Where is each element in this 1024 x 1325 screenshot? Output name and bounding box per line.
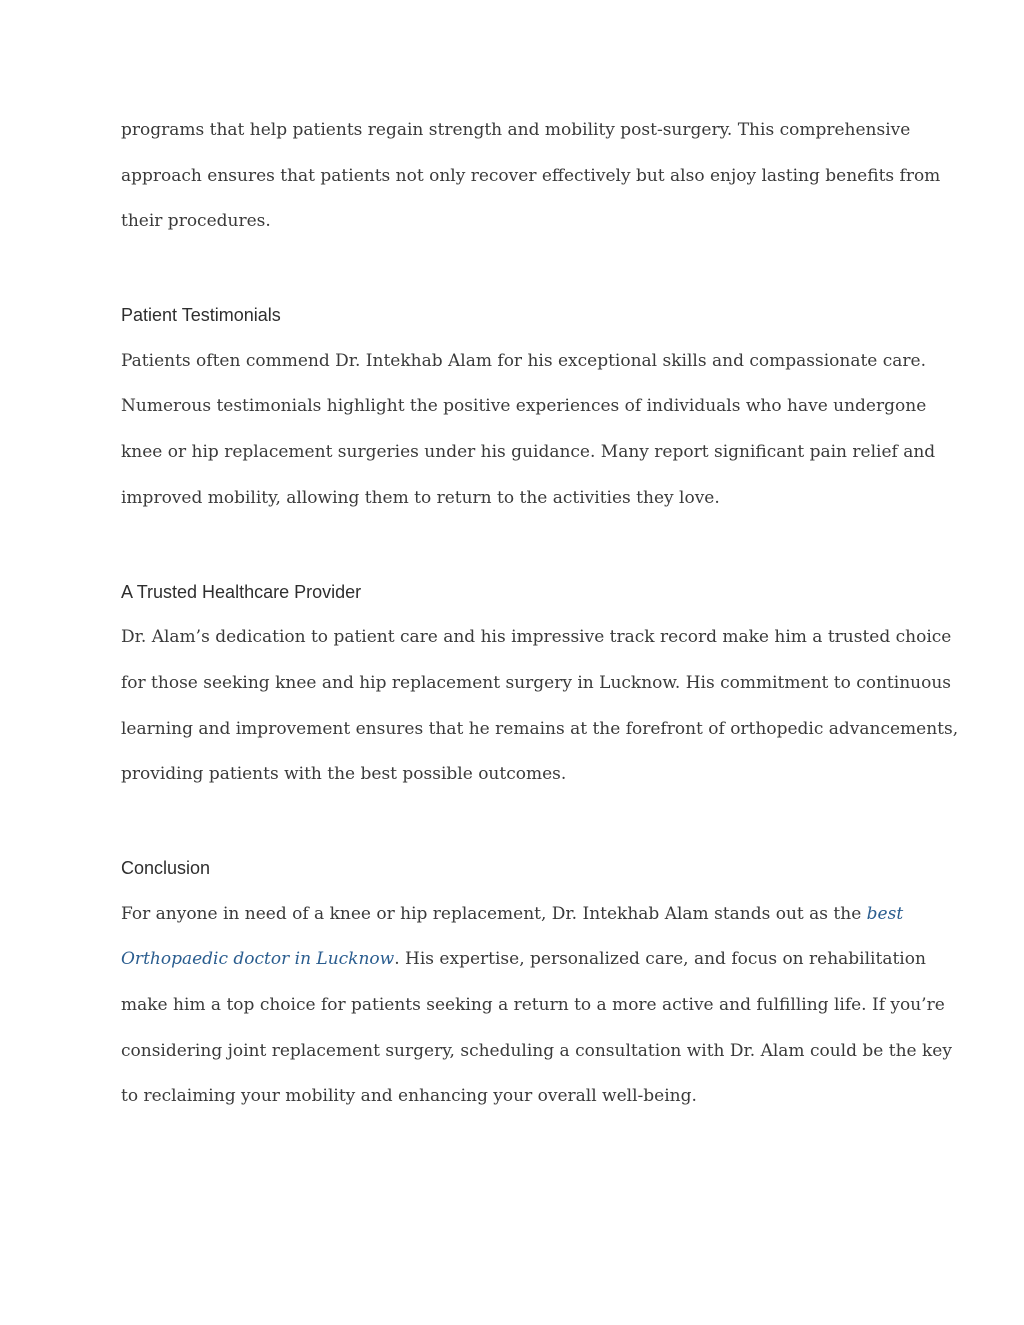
paragraph-line: programs that help patients regain strength and mobility post-surgery. This comprehensive	[121, 120, 911, 140]
paragraph-line: their procedures.	[121, 211, 271, 232]
testimonials-heading: Patient Testimonials	[121, 305, 281, 326]
paragraph-line: approach ensures that patients not only recover effectively but also enjoy lasting benefits from	[121, 165, 941, 186]
conclusion-text: For anyone in need of a knee or hip replacement, Dr. Intekhab Alam stands out as the	[121, 903, 867, 924]
document-page	[121, 108, 959, 1120]
paragraph-line: to reclaiming your mobility and enhancing your overall well-being.	[121, 1086, 697, 1107]
best-orthopaedic-doctor-link[interactable]: best	[866, 903, 904, 924]
conclusion-text: . His expertise, personalized care, and focus on rehabilitation	[394, 949, 926, 970]
paragraph-line: considering joint replacement surgery, scheduling a consultation with Dr. Alam could be the key	[121, 1040, 952, 1061]
conclusion-heading: Conclusion	[121, 857, 211, 878]
paragraph-line: Patients often commend Dr. Intekhab Alam for his exceptional skills and compassionate care.	[121, 350, 926, 371]
paragraph-line: learning and improvement ensures that he remains at the forefront of orthopedic advancements,	[121, 718, 959, 739]
testimonials-paragraph	[121, 339, 936, 522]
paragraph-line: make him a top choice for patients seeking a return to a more active and fulfilling life. If you’re	[121, 995, 945, 1015]
best-orthopaedic-doctor-link[interactable]: Orthopaedic doctor in Lucknow	[121, 949, 395, 970]
paragraph-line	[121, 937, 926, 983]
intro-paragraph	[121, 108, 941, 245]
paragraph-line: knee or hip replacement surgeries under his guidance. Many report significant pain relief and	[121, 442, 936, 463]
paragraph-line: Numerous testimonials highlight the positive experiences of individuals who have undergone	[121, 396, 927, 417]
trusted-provider-heading: A Trusted Healthcare Provider	[121, 581, 362, 602]
trusted-provider-paragraph	[121, 615, 959, 798]
conclusion-paragraph	[121, 892, 952, 1120]
paragraph-line: improved mobility, allowing them to return to the activities they love.	[121, 487, 720, 508]
paragraph-line: Dr. Alam’s dedication to patient care and his impressive track record make him a trusted choice	[121, 627, 952, 648]
paragraph-line	[121, 892, 921, 938]
paragraph-line: providing patients with the best possible outcomes.	[121, 764, 567, 785]
paragraph-line: for those seeking knee and hip replacement surgery in Lucknow. His commitment to continuous	[121, 672, 952, 693]
